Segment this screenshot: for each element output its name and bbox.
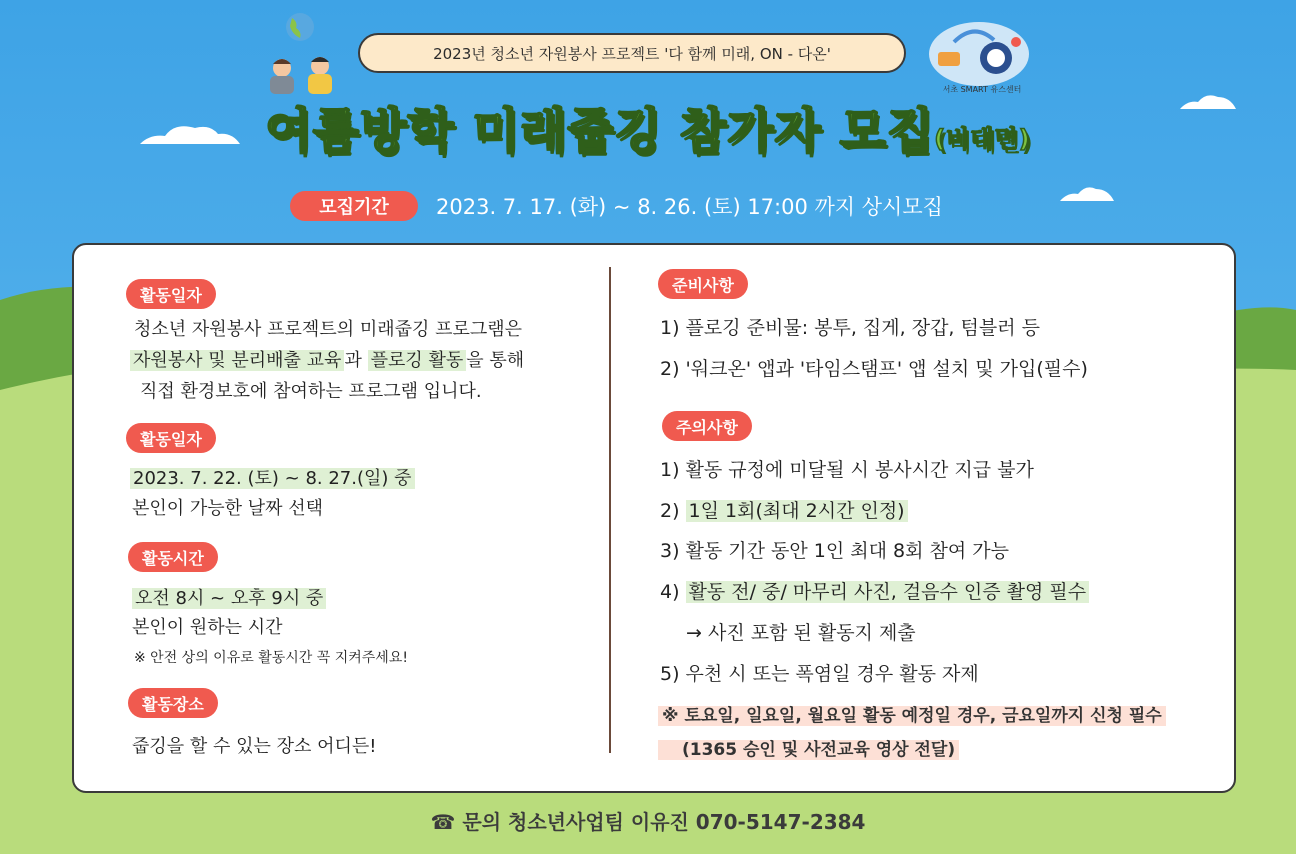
caution-item-4-highlight: 활동 전/ 중/ 마무리 사진, 걸음수 인증 촬영 필수: [686, 581, 1090, 603]
banner-text: 2023년 청소년 자원봉사 프로젝트 '다 함께 미래, ON - 다온': [433, 44, 831, 63]
section-label-activity-dates: 활동일자: [126, 423, 216, 453]
dates-line-2: 본인이 가능한 날짜 선택: [132, 498, 324, 519]
info-card: [72, 243, 1236, 793]
dates-highlight: 2023. 7. 22. (토) ~ 8. 27.(일) 중: [130, 468, 415, 489]
intro-suffix: 을 통해: [466, 350, 525, 371]
place-line-1: 줍깅을 할 수 있는 장소 어디든!: [132, 736, 377, 757]
section-label-activity-time: 활동시간: [128, 542, 218, 572]
section-label-activity-place: 활동장소: [128, 688, 218, 718]
recruit-period-text: 2023. 7. 17. (화) ~ 8. 26. (토) 17:00 까지 상시모집: [436, 195, 943, 219]
time-line-2: 본인이 원하는 시간: [132, 617, 283, 638]
cloud-right-mid: [1060, 184, 1114, 202]
intro-highlight-plogging: 플로깅 활동: [368, 350, 467, 371]
banner-project: [358, 33, 906, 73]
intro-line-1: 청소년 자원봉사 프로젝트의 미래줍깅 프로그램은: [134, 319, 523, 340]
prep-item-2: 2) '워크온' 앱과 '타임스탬프' 앱 설치 및 가입(필수): [660, 358, 1088, 380]
caution-item-4: [660, 577, 1089, 607]
intro-highlight-education: 자원봉사 및 분리배출 교육: [130, 350, 344, 371]
time-note: ※ 안전 상의 이유로 활동시간 꼭 지켜주세요!: [134, 650, 408, 666]
time-line-1: [132, 584, 326, 614]
section-label-activity-intro: 활동일자: [126, 279, 216, 309]
caution-item-2-highlight: 1일 1회(최대 2시간 인정): [686, 500, 908, 522]
title-main: 여름방학 미래줍깅 참가자 모집: [265, 103, 935, 159]
caution-item-2-num: 2): [660, 500, 686, 522]
caution-item-3: 3) 활동 기간 동안 1인 최대 8회 참여 가능: [660, 540, 1009, 562]
prep-item-1: 1) 플로깅 준비물: 봉투, 집게, 장갑, 텀블러 등: [660, 317, 1040, 339]
time-highlight: 오전 8시 ~ 오후 9시 중: [132, 588, 326, 609]
recruit-period-row: [290, 191, 943, 221]
caution-warning-2: [658, 735, 959, 765]
caution-item-2: [660, 496, 908, 526]
caution-warning-1: [658, 701, 1166, 731]
title-sub: (비대면): [934, 125, 1031, 153]
section-label-preparation: 준비사항: [658, 269, 748, 299]
caution-item-5: 5) 우천 시 또는 폭염일 경우 활동 자제: [660, 663, 979, 685]
recruit-period-label: 모집기간: [290, 191, 418, 221]
dates-line-1: [130, 464, 415, 494]
column-divider: [609, 267, 611, 753]
caution-item-1: 1) 활동 규정에 미달될 시 봉사시간 지급 불가: [660, 459, 1034, 481]
caution-warning-2-highlight: (1365 승인 및 사전교육 영상 전달): [658, 740, 959, 760]
section-label-caution: 주의사항: [662, 411, 752, 441]
caution-warning-1-highlight: ※ 토요일, 일요일, 월요일 활동 예정일 경우, 금요일까지 신청 필수: [658, 706, 1166, 726]
caution-item-4-num: 4): [660, 581, 686, 603]
caution-item-4-sub: → 사진 포함 된 활동지 제출: [686, 622, 916, 644]
page-title: [0, 92, 1296, 161]
logo-org-text: 서초 SMART 유스센터: [942, 85, 1022, 94]
intro-connector: 과: [344, 350, 368, 371]
intro-line-3: 직접 환경보호에 참여하는 프로그램 입니다.: [140, 381, 482, 402]
intro-line-2: [130, 346, 524, 376]
kids-globe-illustration: [262, 10, 352, 94]
logo-smart-youth-center: [924, 12, 1034, 98]
contact-footer: ☎ 문의 청소년사업팀 이유진 070-5147-2384: [430, 810, 866, 834]
